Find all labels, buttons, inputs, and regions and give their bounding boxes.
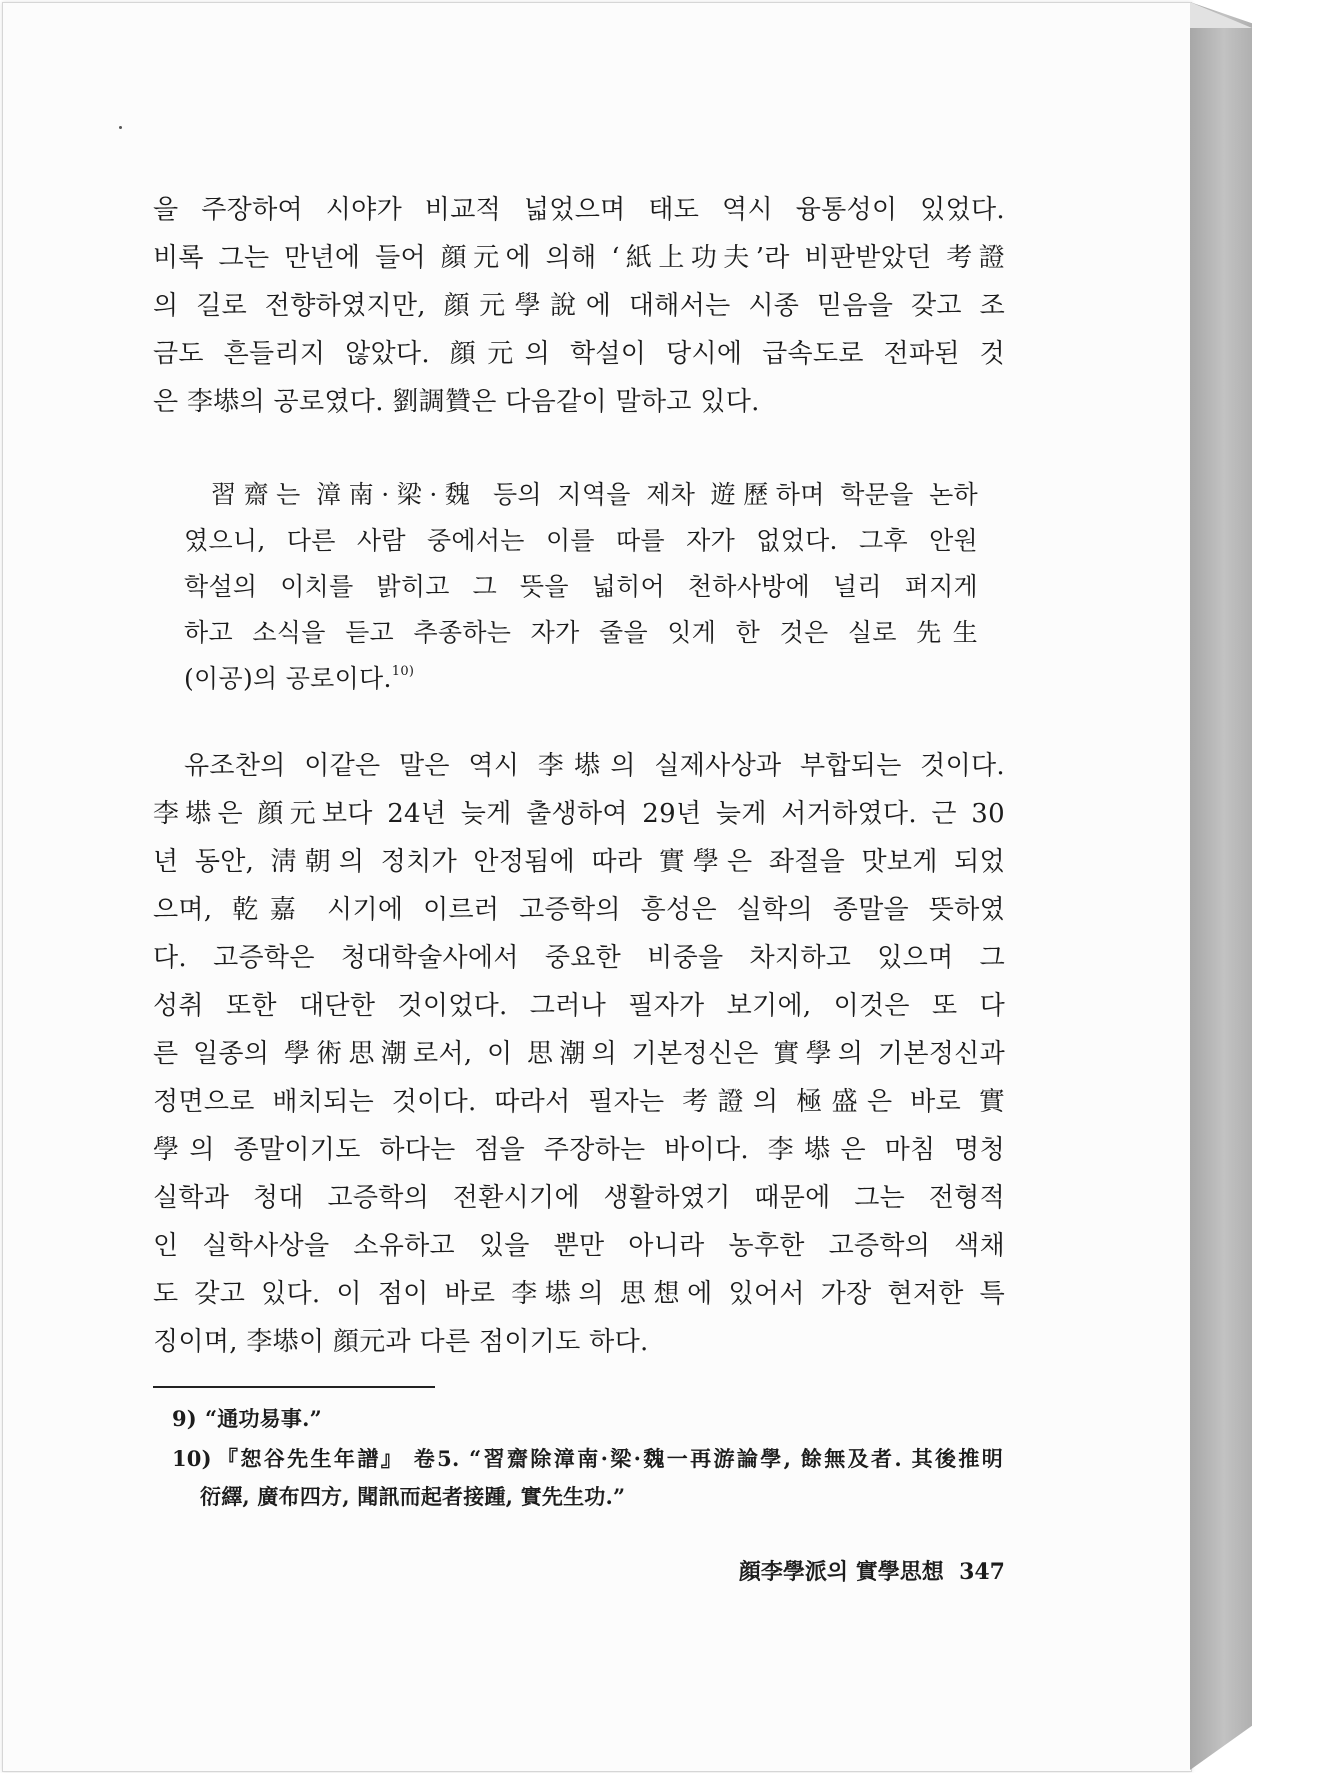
footnote-marker: 9): [172, 1406, 197, 1431]
text-line: 도 갖고 있다. 이 점이 바로 李塨의 思想에 있어서 가장 현저한 특: [153, 1279, 1005, 1309]
quote-line-text: (이공)의 공로이다.: [184, 664, 392, 693]
text-line: 을 주장하여 시야가 비교적 넓었으며 태도 역시 융통성이 있었다.: [153, 195, 1005, 225]
text-line: 다. 고증학은 청대학술사에서 중요한 비중을 차지하고 있으며 그: [153, 943, 1005, 973]
footnote-marker: 10): [172, 1446, 212, 1471]
text-line: 정면으로 배치되는 것이다. 따라서 필자는 考證의 極盛은 바로 實: [153, 1087, 1005, 1117]
running-head-title: 顔李學派의 實學思想: [738, 1559, 944, 1585]
quote-line: 였으니, 다른 사람 중에서는 이를 따를 자가 없었다. 그후 안원: [184, 526, 978, 555]
print-speck: [119, 126, 122, 129]
text-line: 른 일종의 學術思潮로서, 이 思潮의 기본정신은 實學의 기본정신과: [153, 1039, 1005, 1069]
text-line: 으며, 乾嘉 시기에 이르러 고증학의 흥성은 실학의 종말을 뜻하였: [153, 895, 1005, 925]
footnote-reference: 10): [391, 664, 415, 679]
text-line: 은 李塨의 공로였다. 劉調贊은 다음같이 말하고 있다.: [153, 387, 760, 417]
text-line: 비록 그는 만년에 들어 顔元에 의해 ‘紙上功夫’라 비판받았던 考證: [153, 243, 1005, 273]
footnote-text: 『恕谷先生年譜』 卷5. “習齋除漳南·梁·魏一再游論學, 餘無及者. 其後推明: [217, 1446, 1003, 1471]
text-line: 금도 흔들리지 않았다. 顔元의 학설이 당시에 급속도로 전파된 것: [153, 339, 1005, 369]
running-head: [600, 1554, 1005, 1590]
footnote-separator: [153, 1386, 435, 1388]
text-line: 징이며, 李塨이 顔元과 다른 점이기도 하다.: [153, 1327, 649, 1357]
quote-line: 하고 소식을 듣고 추종하는 자가 줄을 잇게 한 것은 실로 先生: [184, 618, 978, 647]
text-line: 유조찬의 이같은 말은 역시 李塨의 실제사상과 부합되는 것이다.: [184, 751, 1005, 781]
text-line: 李塨은 顔元보다 24년 늦게 출생하여 29년 늦게 서거하였다. 근 30: [153, 799, 1005, 829]
text-line: 성취 또한 대단한 것이었다. 그러나 필자가 보기에, 이것은 또 다: [153, 991, 1005, 1021]
page-number: 347: [959, 1559, 1005, 1585]
text-line: 실학과 청대 고증학의 전환시기에 생활하였기 때문에 그는 전형적: [153, 1183, 1005, 1213]
quote-line-last: [184, 660, 978, 698]
text-line: 學의 종말이기도 하다는 점을 주장하는 바이다. 李塨은 마침 명청: [153, 1135, 1005, 1165]
quote-line: 학설의 이치를 밝히고 그 뜻을 넓히어 천하사방에 널리 퍼지게: [184, 572, 978, 601]
quote-line: 習齋는 漳南·梁·魏 등의 지역을 제차 遊歷하며 학문을 논하: [211, 480, 978, 509]
footnote-text: “通功易事.”: [205, 1406, 322, 1431]
page-stack-edge: [1190, 2, 1252, 1770]
text-line: 년 동안, 淸朝의 정치가 안정됨에 따라 實學은 좌절을 맛보게 되었: [153, 847, 1005, 877]
text-line: 인 실학사상을 소유하고 있을 뿐만 아니라 농후한 고증학의 색채: [153, 1231, 1005, 1261]
footnote-text: 衍繹, 廣布四方, 聞訊而起者接踵, 實先生功.”: [200, 1484, 626, 1509]
text-line: 의 길로 전향하였지만, 顔元學說에 대해서는 시종 믿음을 갖고 조: [153, 291, 1005, 321]
